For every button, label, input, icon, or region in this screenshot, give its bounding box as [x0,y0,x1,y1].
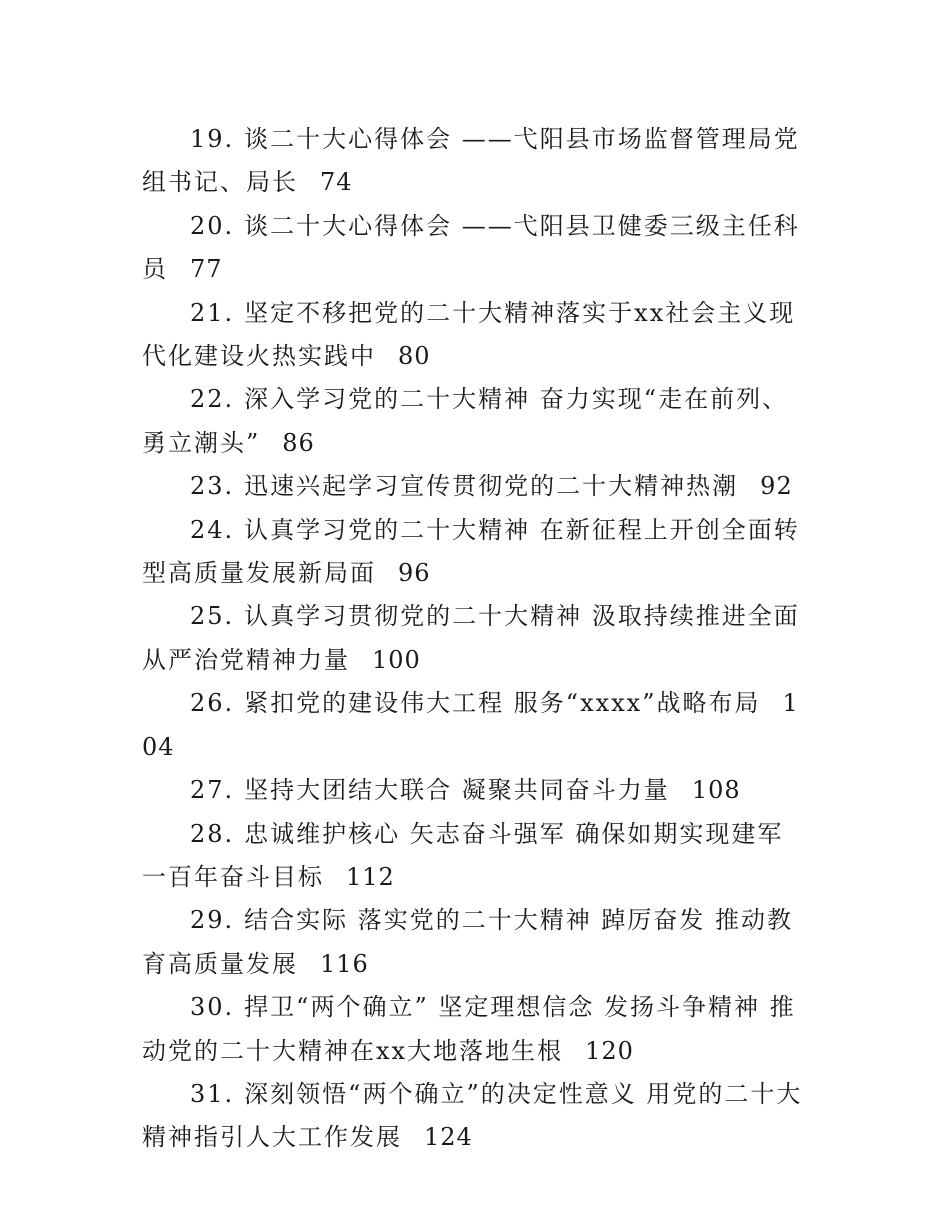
table-of-contents [142,118,808,1160]
toc-entry[interactable] [142,769,808,812]
toc-entry[interactable] [142,378,808,465]
toc-entry-page: 96 [398,559,431,588]
toc-entry[interactable] [142,595,808,682]
toc-entry[interactable] [142,465,808,508]
toc-entry-title: 深刻领悟“两个确立”的决定性意义 用党的二十大精神指引人大工作发展 [142,1079,803,1152]
toc-entry[interactable] [142,205,808,292]
toc-entry-title: 深入学习党的二十大精神 奋力实现“走在前列、勇立潮头” [142,385,789,457]
toc-entry[interactable] [142,813,808,900]
toc-entry-number: 22. [190,385,235,414]
toc-entry-title: 坚持大团结大联合 凝聚共同奋斗力量 [244,776,670,805]
toc-entry-page: 80 [398,342,431,371]
toc-entry-page: 108 [691,776,741,805]
toc-entry-page: 112 [346,862,395,891]
toc-entry-title: 紧扣党的建设伟大工程 服务“xxxx”战略布局 [244,689,761,718]
toc-entry-page: 120 [585,1036,634,1065]
toc-entry-page: 100 [372,645,421,674]
toc-entry[interactable] [142,986,808,1073]
toc-entry-page: 92 [760,472,793,501]
toc-entry-title: 结合实际 落实党的二十大精神 踔厉奋发 推动教育高质量发展 [142,906,794,978]
toc-entry-title: 坚定不移把党的二十大精神落实于xx社会主义现代化建设火热实践中 [142,298,796,371]
toc-entry-number: 27. [190,776,235,805]
toc-entry-title: 忠诚维护核心 矢志奋斗强军 确保如期实现建军一百年奋斗目标 [142,819,784,891]
toc-entry-title: 谈二十大心得体会 ——弋阳县市场监督管理局党组书记、局长 [142,125,800,197]
toc-entry-number: 29. [190,906,235,935]
toc-entry-number: 30. [190,993,235,1022]
toc-entry-page: 104 [142,689,799,761]
toc-entry-title: 迅速兴起学习宣传贯彻党的二十大精神热潮 [244,472,739,501]
toc-entry[interactable] [142,1073,808,1160]
toc-entry-number: 19. [190,125,235,153]
toc-entry-number: 31. [190,1079,235,1108]
toc-entry-title: 捍卫“两个确立” 坚定理想信念 发扬斗争精神 推动党的二十大精神在xx大地落地生根 [142,993,796,1065]
toc-entry-page: 124 [424,1123,473,1152]
toc-entry-number: 21. [190,298,235,327]
toc-entry[interactable] [142,292,808,379]
toc-entry-page: 86 [282,428,315,457]
toc-entry-number: 26. [190,689,235,718]
toc-entry-page: 74 [320,168,353,197]
toc-entry[interactable] [142,682,808,769]
toc-entry-title: 认真学习贯彻党的二十大精神 汲取持续推进全面从严治党精神力量 [142,602,800,674]
toc-entry-title: 谈二十大心得体会 ——弋阳县卫健委三级主任科员 [142,211,800,284]
toc-entry-number: 24. [190,515,235,544]
toc-entry-title: 认真学习党的二十大精神 在新征程上开创全面转型高质量发展新局面 [142,515,800,588]
toc-entry-page: 116 [320,949,369,978]
toc-entry-number: 23. [190,472,235,501]
toc-entry-number: 25. [190,602,235,631]
toc-entry-number: 28. [190,819,235,848]
toc-entry[interactable] [142,899,808,986]
toc-entry-page: 77 [190,255,223,284]
toc-entry[interactable] [142,118,808,205]
toc-entry-number: 20. [190,211,235,240]
toc-entry[interactable] [142,509,808,596]
